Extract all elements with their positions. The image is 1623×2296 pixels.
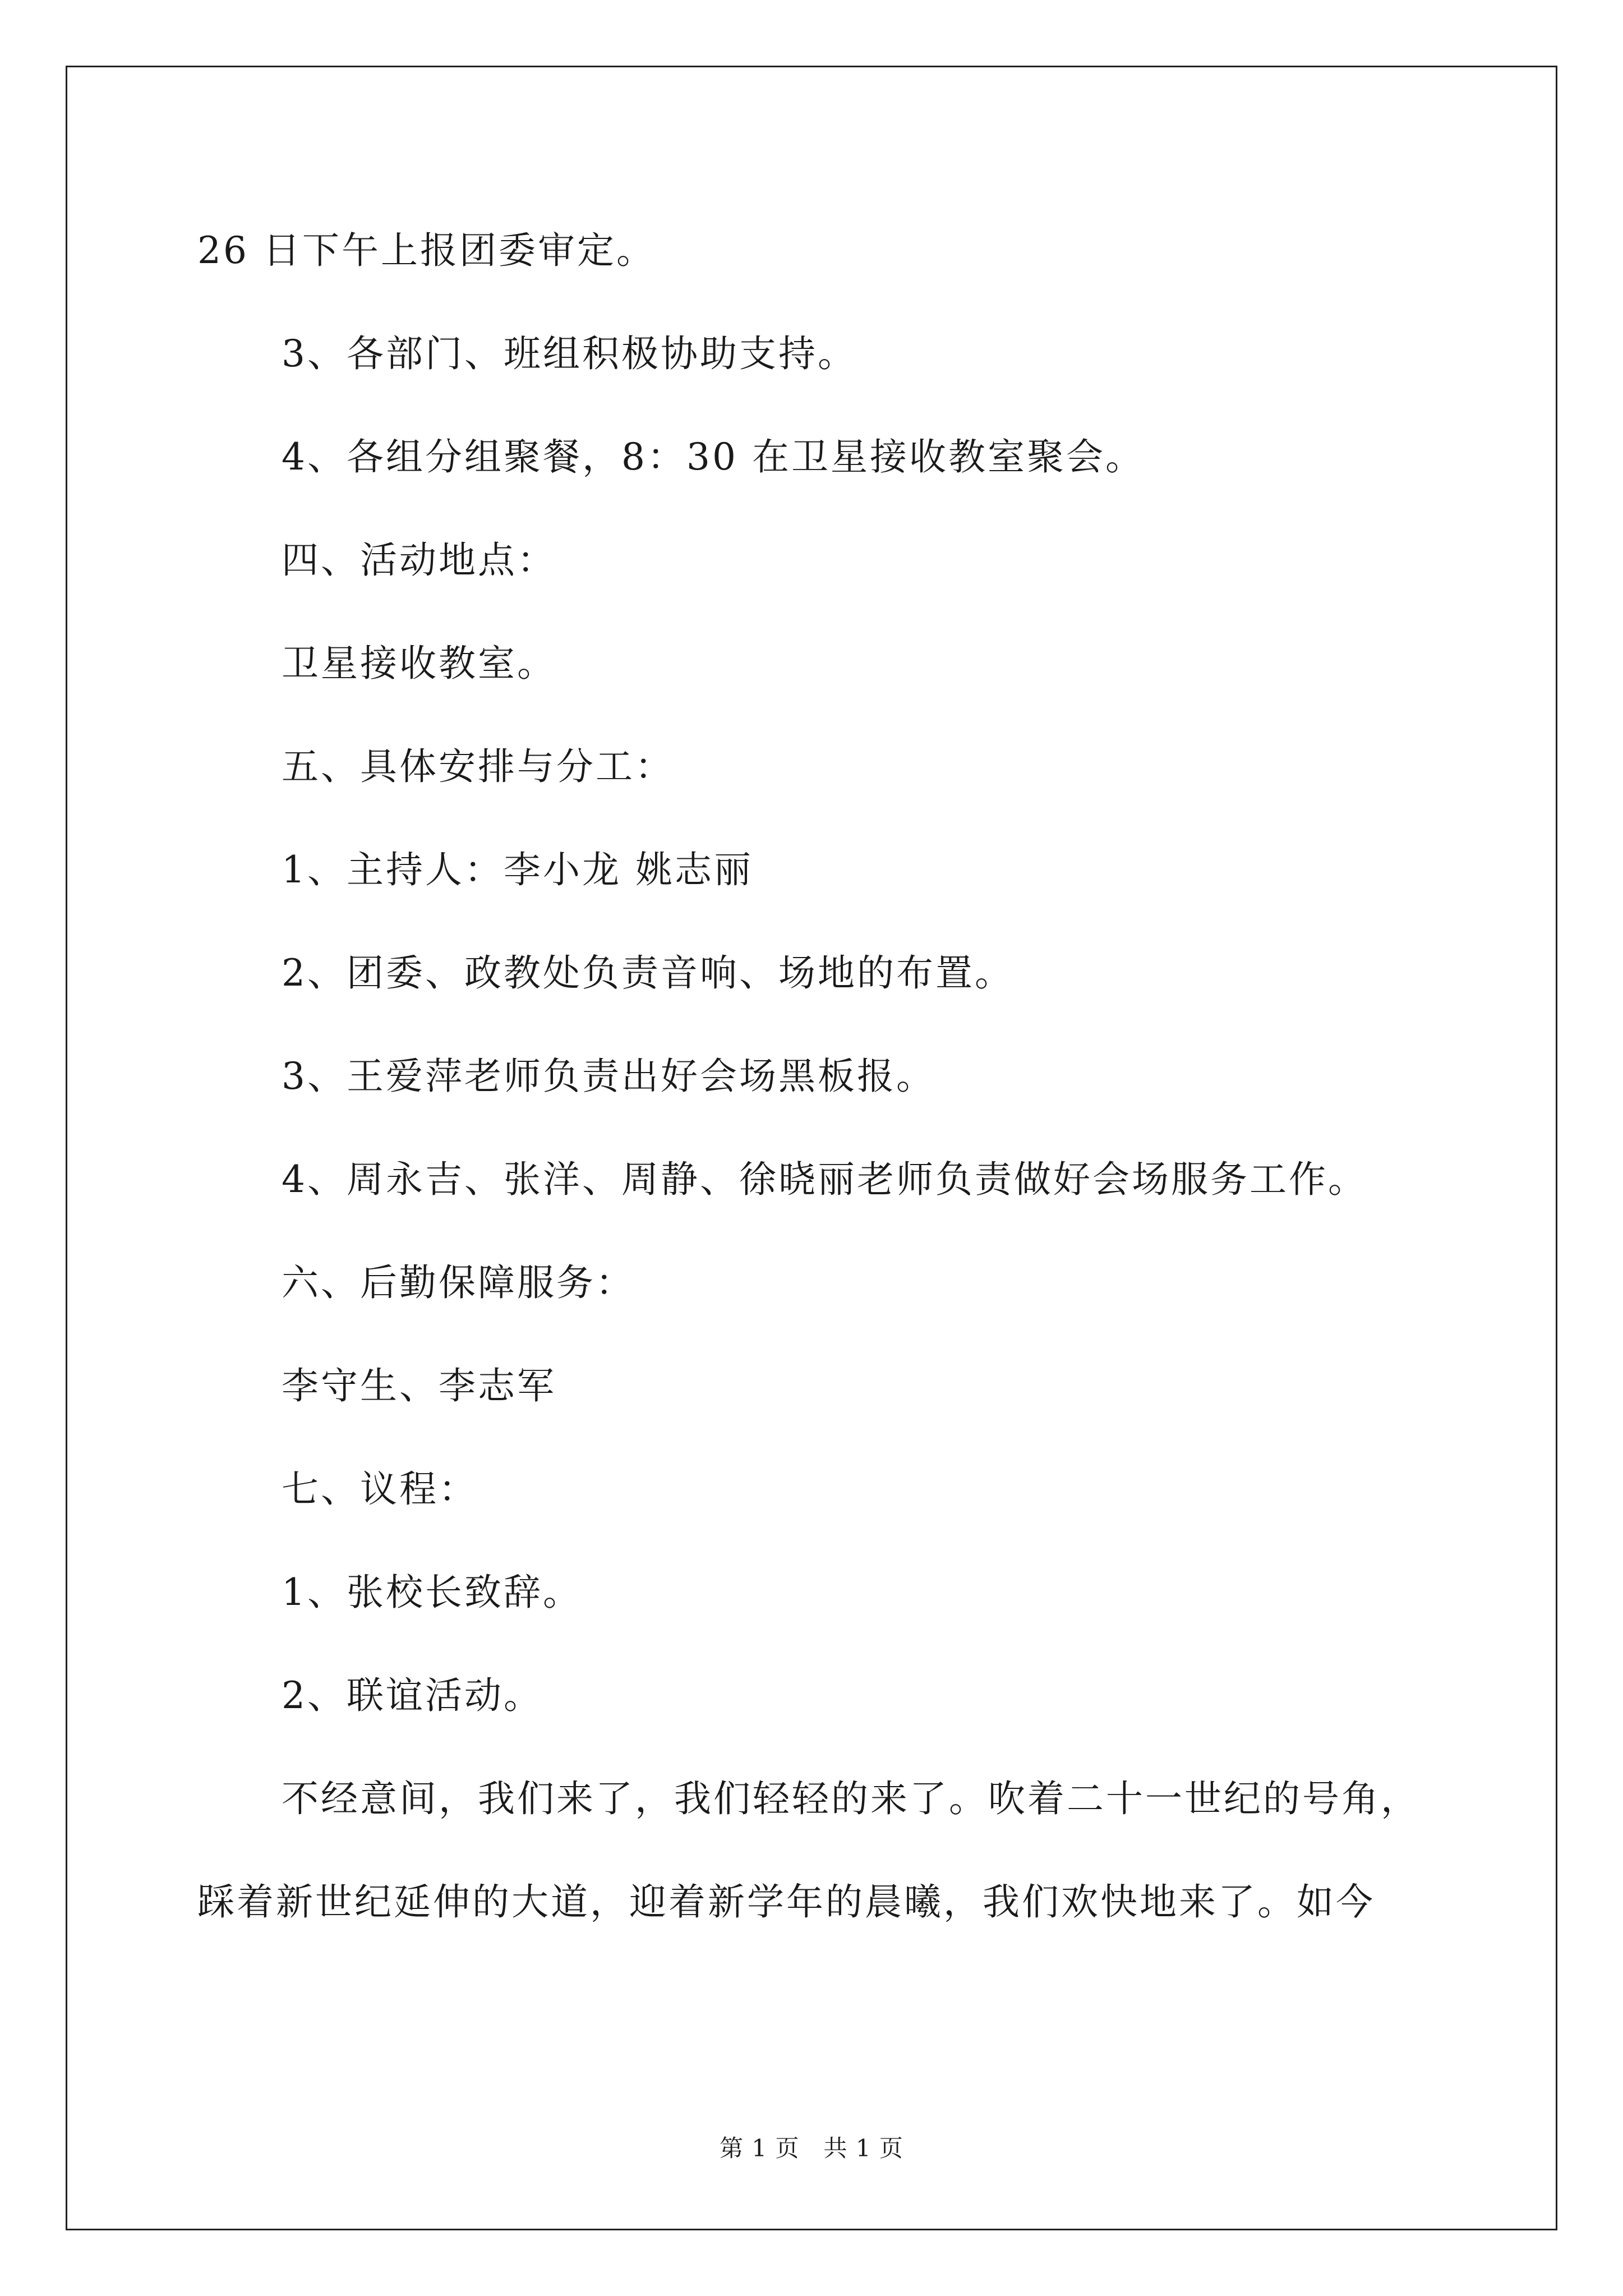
section-heading: 四、活动地点： [282,539,556,582]
paragraph-line: 李守生、李志军 [282,1364,556,1407]
paragraph-line: 1、张校长致辞。 [282,1571,582,1614]
paragraph-line: 4、各组分组聚餐，8：30 在卫星接收教室聚会。 [282,435,1145,478]
paragraph-line: 1、主持人：李小龙 姚志丽 [282,848,753,891]
paragraph-line: 3、王爱萍老师负责出好会场黑板报。 [282,1055,935,1098]
page-footer: 第 1 页 共 1 页 [720,2134,903,2162]
paragraph-line: 2、团委、政教处负责音响、场地的布置。 [282,951,1014,995]
paragraph-line: 卫星接收教室。 [282,642,556,685]
section-heading: 七、议程： [282,1467,478,1511]
paragraph-line: 2、联谊活动。 [282,1674,543,1717]
paragraph-line: 踩着新世纪延伸的大道，迎着新学年的晨曦，我们欢快地来了。如今 [197,1880,1375,1924]
paragraph-line: 4、周永吉、张洋、周静、徐晓丽老师负责做好会场服务工作。 [282,1158,1367,1201]
paragraph-line: 不经意间，我们来了，我们轻轻的来了。吹着二十一世纪的号角， [282,1777,1420,1820]
paragraph-line: 3、各部门、班组积极协助支持。 [282,332,857,375]
section-heading: 五、具体安排与分工： [282,745,674,788]
section-heading: 六、后勤保障服务： [282,1261,635,1304]
paragraph-line: 26 日下午上报团委审定。 [197,229,656,272]
document-body [197,220,1459,1975]
